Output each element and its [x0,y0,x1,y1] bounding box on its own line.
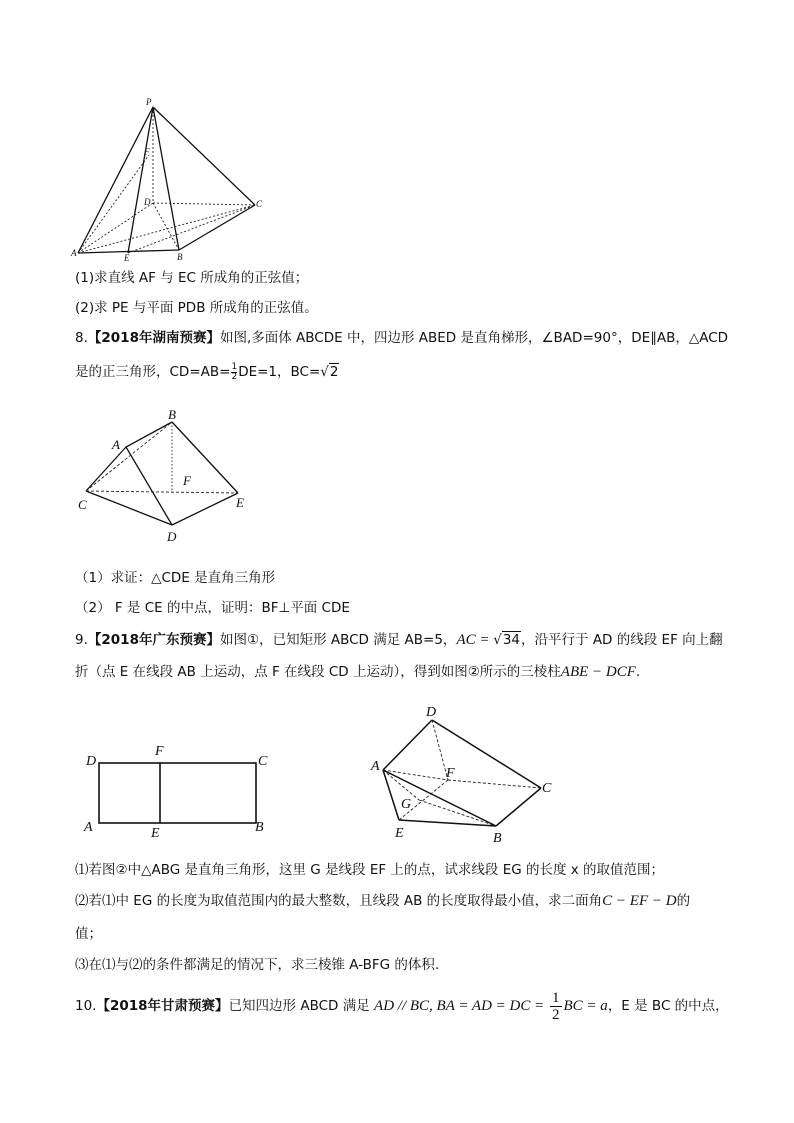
label-F: F [144,147,150,157]
label-A: A [71,248,77,258]
label-D: D [144,197,151,207]
p9-line2: 折（点 E 在线段 AB 上运动，点 F 在线段 CD 上运动），得到如图②所示的三棱柱ABE − DCF. [75,664,641,680]
label-A: A [112,437,120,452]
label-D: D [426,705,437,720]
p9-q2-cont: 值； [75,926,102,942]
label-B: B [255,820,264,835]
label-F: F [446,766,455,781]
half-fraction: $\frac{1}{2}$ [231,361,238,382]
pyramid-figure [60,95,280,265]
label-C: C [258,754,268,769]
label-B: B [168,407,176,422]
label-A: A [84,820,93,835]
p9-line1: 9.【2018年广东预赛】如图①，已知矩形 ABCD 满足 AB=5，AC = √34，沿平行于 AD 的线段 EF 向上翻 [75,632,723,648]
p8-line2: 是的正三角形，CD=AB= $\frac{1}{2}$ DE=1，BC=√2 [75,361,339,382]
label-P: P [146,97,152,107]
p10-line1: 10.【2018年甘肃预赛】已知四边形 ABCD 满足 AD // BC, BA = AD = DC = $\frac{1}{2}$ BC = a，E 是 BC 的中点， [75,989,729,1023]
polyhedron-figure [70,405,270,545]
p8-q2: （2） F 是 CE 的中点，证明：BF⊥平面 CDE [75,600,350,616]
p7-q1: (1)求直线 AF 与 EC 所成角的正弦值； [75,270,309,286]
label-F: F [155,744,164,759]
label-F: F [183,473,191,488]
label-C: C [78,497,87,512]
sqrt-34: √34 [493,632,521,648]
p8-number: 8. [75,330,88,346]
p7-q2: (2)求 PE 与平面 PDB 所成角的正弦值。 [75,300,318,316]
prism-figure [365,700,565,850]
sqrt-2: √2 [320,364,339,380]
label-B: B [493,831,502,846]
p8-source: 【2018年湖南预赛】 [87,330,220,346]
rectangle-figure [78,735,278,845]
label-E: E [124,253,130,263]
label-E: E [236,495,244,510]
label-G: G [401,797,412,812]
label-D: D [167,529,177,544]
p8-q1: （1）求证：△CDE 是直角三角形 [75,570,276,586]
label-C: C [542,781,552,796]
p9-q1: ⑴若图②中△ABG 是直角三角形，这里 G 是线段 EF 上的点，试求线段 EG 的长度 x 的取值范围； [75,862,665,878]
label-B: B [177,252,183,262]
p8-line1: 8.【2018年湖南预赛】如图,多面体 ABCDE 中，四边形 ABED 是直角梯形，∠BAD=90°，DE∥AB，△ACD [75,330,729,346]
label-C: C [256,199,263,209]
half-fraction-10: $\frac{1}{2}$ [552,989,560,1023]
label-D: D [86,754,97,769]
label-E: E [395,826,404,841]
label-E: E [151,826,160,841]
label-A: A [371,759,380,774]
p9-q3: ⑶在⑴与⑵的条件都满足的情况下，求三棱锥 A-BFG 的体积. [75,957,440,973]
p9-q2: ⑵若⑴中 EG 的长度为取值范围内的最大整数，且线段 AB 的长度取得最小值，求二面角C − EF − D的 [75,893,691,909]
